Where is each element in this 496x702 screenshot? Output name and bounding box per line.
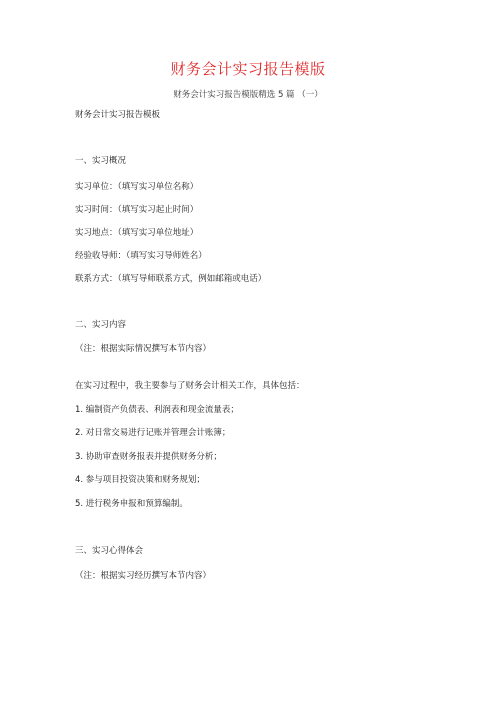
section-3-note: （注：根据实习经历撰写本节内容）	[75, 571, 212, 581]
list-item: 4. 参与项目投资决策和财务规划；	[75, 475, 205, 485]
section-2-intro: 在实习过程中，我主要参与了财务会计相关工作，具体包括：	[75, 381, 305, 391]
document-subtitle: 财务会计实习报告模版精选 5 篇 （一）	[173, 90, 323, 100]
list-item: 3. 协助审查财务报表并提供财务分析；	[75, 452, 222, 462]
list-item: 5. 进行税务申报和预算编制。	[75, 499, 188, 509]
section-2-heading: 二、实习内容	[75, 320, 127, 330]
internship-time: 实习时间：（填写实习起止时间）	[75, 205, 199, 215]
section-1-heading: 一、实习概况	[75, 156, 127, 166]
document-heading: 财务会计实习报告模板	[75, 110, 161, 120]
list-item: 1. 编制资产负债表、利润表和现金流量表；	[75, 405, 239, 415]
section-2-note: （注：根据实际情况撰写本节内容）	[75, 344, 212, 354]
internship-mentor: 经验收导师：（填写实习导师姓名）	[75, 251, 207, 261]
section-3-heading: 三、实习心得体会	[75, 546, 144, 556]
list-item: 2. 对日常交易进行记账并管理会计账簿；	[75, 428, 231, 438]
internship-unit: 实习单位：（填写实习单位名称）	[75, 182, 199, 192]
internship-place: 实习地点：（填写实习单位地址）	[75, 228, 199, 238]
document-title: 财务会计实习报告模版	[170, 60, 326, 78]
mentor-contact: 联系方式：（填写导师联系方式，例如邮箱或电话）	[75, 274, 267, 284]
